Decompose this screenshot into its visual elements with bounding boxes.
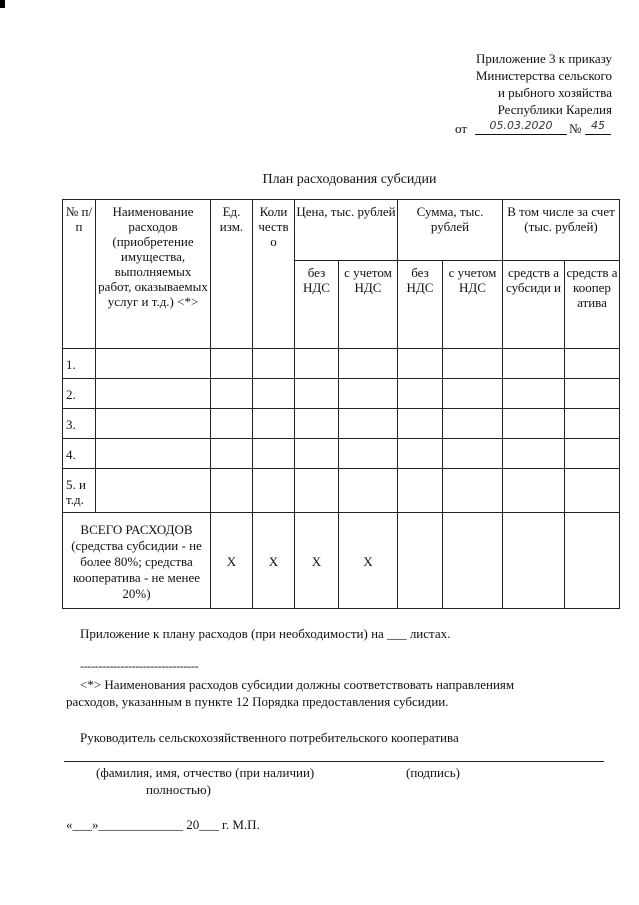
- total-label: ВСЕГО РАСХОДОВ (средства субсидии - не более 80%; средства кооператива - не менее 20%): [63, 513, 211, 609]
- header-no: № п/п: [63, 200, 96, 349]
- row-number: 5. и т.д.: [63, 469, 96, 513]
- attachment-note: Приложение к плану расходов (при необходимости) на ___ листах.: [80, 626, 451, 641]
- table-row: [63, 469, 620, 513]
- header-row-1: [63, 200, 620, 261]
- appendix-line: Республики Карелия: [497, 102, 612, 117]
- handwritten-number: 45: [585, 118, 611, 135]
- header-expense-name: Наименование расходов (приобретение имущества, выполняемых работ, оказываемых услуг и т.д.) <*>: [96, 200, 211, 349]
- header-sum-with-vat: с учетом НДС: [443, 261, 503, 349]
- header-price-no-vat: без НДС: [295, 261, 339, 349]
- caption-full-name: (фамилия, имя, отчество (при наличии): [96, 765, 315, 780]
- header-sum-no-vat: без НДС: [398, 261, 443, 349]
- header-including: В том числе за счет (тыс. рублей): [503, 200, 620, 261]
- appendix-line: Министерства сельского: [475, 68, 612, 83]
- order-reference: [455, 118, 615, 140]
- table-row: [63, 409, 620, 439]
- row-number: 3.: [63, 409, 96, 439]
- total-row: [63, 513, 620, 609]
- from-label: от: [455, 121, 468, 136]
- total-mark-unit: X: [211, 513, 253, 609]
- header-quantity: Коли честв о: [253, 200, 295, 349]
- scan-corner-mark: [0, 0, 5, 8]
- table-row: [63, 439, 620, 469]
- appendix-header: [440, 50, 612, 118]
- caption-full-name-cont: полностью): [146, 782, 211, 797]
- footnote-separator: --------------------------------: [80, 659, 199, 673]
- handwritten-date: 05.03.2020: [475, 118, 567, 135]
- row-number: 2.: [63, 379, 96, 409]
- header-price-with-vat: с учетом НДС: [339, 261, 398, 349]
- footnote-line-1: <*> Наименования расходов субсидии должны соответствовать направлениям: [80, 677, 515, 692]
- caption-signature: (подпись): [406, 765, 460, 780]
- expense-plan-table: [62, 199, 620, 609]
- signatory-title: Руководитель сельскохозяйственного потребительского кооператива: [80, 730, 459, 745]
- header-coop-funds: средств а коопер атива: [565, 261, 620, 349]
- total-mark-price-no-vat: X: [295, 513, 339, 609]
- date-stamp-line: «___»_____________ 20___ г. М.П.: [66, 817, 260, 832]
- table-row: [63, 349, 620, 379]
- header-subsidy-funds: средств а субсиди и: [503, 261, 565, 349]
- header-price: Цена, тыс. рублей: [295, 200, 398, 261]
- appendix-line: Приложение 3 к приказу: [475, 51, 612, 66]
- appendix-line: и рыбного хозяйства: [497, 85, 612, 100]
- number-label: №: [569, 121, 582, 136]
- signature-line: [64, 761, 604, 762]
- row-number: 1.: [63, 349, 96, 379]
- total-mark-price-with-vat: X: [339, 513, 398, 609]
- row-number: 4.: [63, 439, 96, 469]
- document-title: План расходования субсидии: [262, 172, 437, 187]
- header-unit: Ед. изм.: [211, 200, 253, 349]
- table-row: [63, 379, 620, 409]
- total-mark-quantity: X: [253, 513, 295, 609]
- header-sum: Сумма, тыс. рублей: [398, 200, 503, 261]
- footnote-line-2: расходов, указанным в пункте 12 Порядка предоставления субсидии.: [66, 694, 449, 709]
